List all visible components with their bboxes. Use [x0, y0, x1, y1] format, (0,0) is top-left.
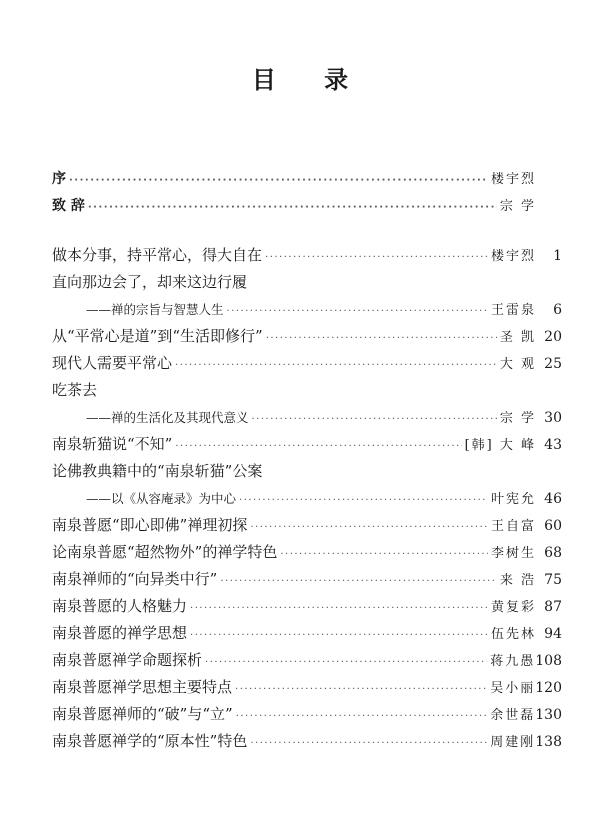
toc-entry-subtitle[interactable] [52, 296, 562, 323]
entry-title: 南泉禅师的“向异类中行” [52, 570, 218, 588]
entry-author: 大 观 [499, 357, 536, 372]
entry-page: 6 [553, 302, 562, 318]
entry-page: 30 [544, 410, 562, 426]
entry-author: [韩] 大 峰 [464, 438, 536, 453]
toc-entry[interactable] [52, 728, 562, 755]
dot-leader [227, 298, 488, 325]
entry-author: 叶宪允 [490, 492, 536, 507]
dot-leader [190, 595, 488, 622]
entry-title: 南泉普愿禅学思想主要特点 [52, 678, 233, 696]
entry-title: 吃茶去 [52, 381, 98, 399]
entry-title: 论佛教典籍中的“南泉斩猫”公案 [52, 462, 263, 480]
entry-title: 南泉普愿的禅学思想 [52, 624, 188, 642]
page-title: 目 录 [251, 66, 369, 94]
dot-leader [280, 541, 488, 568]
dot-leader [190, 622, 488, 649]
entry-page: 108 [535, 653, 562, 669]
entry-author: 余世磊 [490, 708, 536, 723]
toc-entry-subtitle[interactable] [52, 404, 562, 431]
dot-leader [250, 730, 487, 757]
toc-entry[interactable] [52, 674, 562, 701]
toc-entry-heading[interactable] [52, 458, 562, 485]
dot-leader [239, 487, 488, 514]
toc-entry[interactable] [52, 242, 562, 269]
entry-title: 从“平常心是道”到“生活即修行” [52, 327, 263, 345]
dot-leader [252, 406, 497, 433]
dot-leader [266, 325, 497, 352]
section-gap [52, 220, 562, 242]
entry-page: 43 [544, 437, 562, 453]
entry-title: 南泉普愿“即心即佛”禅理初探 [52, 516, 248, 534]
dot-leader [205, 649, 487, 676]
dot-leader [175, 433, 461, 460]
entry-title: 南泉普愿禅学命题探析 [52, 651, 203, 669]
entry-title: 做本分事，持平常心，得大自在 [52, 246, 263, 264]
entry-page: 94 [544, 626, 562, 642]
entry-author: 楼宇烈 [490, 172, 536, 187]
dot-leader [88, 194, 497, 221]
entry-page: 25 [544, 356, 562, 372]
entry-page: 138 [535, 734, 562, 750]
entry-title: 直向那边会了，却来这边行履 [52, 273, 248, 291]
entry-title: 南泉普愿禅师的“破”与“立” [52, 705, 233, 723]
entry-page: 87 [544, 599, 562, 615]
entry-subtitle: ——禅的宗旨与智慧人生 [86, 302, 224, 317]
entry-page: 68 [544, 545, 562, 561]
entry-author: 李树生 [490, 546, 536, 561]
dot-leader [265, 244, 488, 271]
entry-page: 46 [544, 491, 562, 507]
entry-title: 致 辞 [52, 198, 85, 214]
toc-entry[interactable] [52, 350, 562, 377]
toc-entry[interactable] [52, 701, 562, 728]
entry-title: 论南泉普愿“超然物外”的禅学特色 [52, 543, 278, 561]
entry-page: 120 [535, 680, 562, 696]
entry-author: 周建刚 [490, 735, 536, 750]
entry-title: 南泉斩猫说“不知” [52, 435, 173, 453]
dot-leader [236, 703, 488, 730]
entry-subtitle: ——禅的生活化及其现代意义 [86, 410, 249, 425]
toc-entry[interactable] [52, 593, 562, 620]
entry-title: 南泉普愿禅学的“原本性”特色 [52, 732, 248, 750]
toc-entry[interactable] [52, 512, 562, 539]
entry-author: 伍先林 [490, 627, 536, 642]
entry-title: 南泉普愿的人格魅力 [52, 597, 188, 615]
entry-page: 60 [544, 518, 562, 534]
entry-author: 王自富 [490, 519, 536, 534]
toc-entry-subtitle[interactable] [52, 485, 562, 512]
entry-page: 75 [544, 572, 562, 588]
entry-page: 1 [553, 248, 562, 264]
toc-entry-heading[interactable] [52, 269, 562, 296]
toc-entry[interactable] [52, 566, 562, 593]
entry-author: 宗 学 [499, 411, 536, 426]
entry-author: 王雷泉 [490, 303, 536, 318]
toc-entry[interactable] [52, 647, 562, 674]
entry-author: 圣 凯 [499, 330, 536, 345]
toc-entry-heading[interactable] [52, 377, 562, 404]
entry-author: 宗 学 [499, 199, 536, 214]
dot-leader [69, 167, 488, 194]
entry-author: 蒋九愚 [490, 654, 536, 669]
toc-front-entry[interactable] [52, 166, 562, 193]
entry-author: 楼宇烈 [490, 249, 536, 264]
entry-author: 来 浩 [499, 573, 536, 588]
toc-entry[interactable] [52, 620, 562, 647]
dot-leader [250, 514, 488, 541]
toc-entry[interactable] [52, 431, 562, 458]
entry-author: 黄复彩 [490, 600, 536, 615]
dot-leader [175, 352, 497, 379]
table-of-contents [52, 166, 562, 755]
toc-front-entry[interactable] [52, 193, 562, 220]
dot-leader [220, 568, 497, 595]
entry-page: 130 [535, 707, 562, 723]
entry-subtitle: ——以《从容庵录》为中心 [86, 491, 237, 506]
entry-title: 现代人需要平常心 [52, 354, 173, 372]
toc-entry[interactable] [52, 539, 562, 566]
toc-entry[interactable] [52, 323, 562, 350]
dot-leader [235, 676, 487, 703]
entry-page: 20 [544, 329, 562, 345]
entry-title: 序 [52, 171, 66, 187]
entry-author: 吴小丽 [490, 681, 536, 696]
